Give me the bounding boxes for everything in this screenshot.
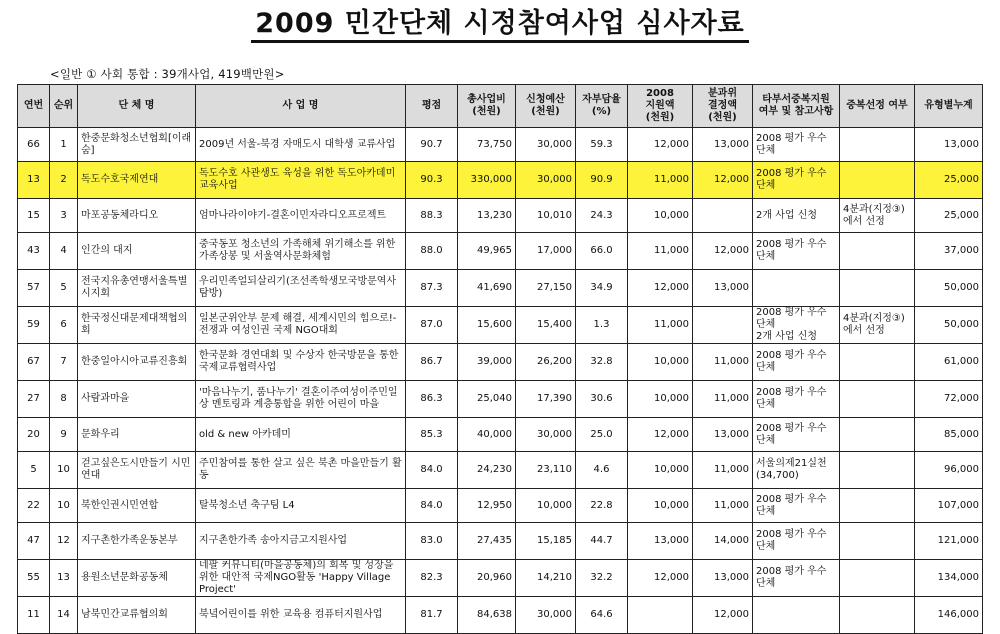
organization-cell: 지구촌한가족운동본부 — [78, 523, 196, 560]
requested-budget-cell: 23,110 — [516, 452, 576, 489]
duplicate-selection-cell: 4분과(지정③)에서 선정 — [840, 307, 915, 344]
organization-cell: 인간의 대지 — [78, 233, 196, 270]
requested-budget-cell: 17,390 — [516, 381, 576, 418]
self-burden-cell: 44.7 — [576, 523, 628, 560]
score-cell: 82.3 — [406, 560, 458, 597]
requested-budget-cell: 15,400 — [516, 307, 576, 344]
duplicate-selection-cell — [840, 489, 915, 523]
score-cell: 83.0 — [406, 523, 458, 560]
cumulative-cell: 146,000 — [915, 597, 983, 634]
reference-note-cell: 서울의제21실천(34,700) — [753, 452, 840, 489]
project-cell: 독도수호 사관생도 육성을 위한 독도아카데미 교육사업 — [196, 162, 406, 199]
row-number: 66 — [18, 128, 50, 162]
prev-support-cell: 10,000 — [628, 489, 693, 523]
column-header: 연번 — [18, 85, 50, 128]
requested-budget-cell: 27,150 — [516, 270, 576, 307]
cumulative-cell: 107,000 — [915, 489, 983, 523]
column-header: 유형별누계 — [915, 85, 983, 128]
duplicate-selection-cell — [840, 233, 915, 270]
prev-support-cell: 11,000 — [628, 162, 693, 199]
project-cell: 북녘어린이를 위한 교육용 컴퓨터지원사업 — [196, 597, 406, 634]
table-row — [18, 560, 983, 597]
rank-cell: 14 — [50, 597, 78, 634]
reference-note-cell: 2008 평가 우수단체 — [753, 128, 840, 162]
requested-budget-cell: 30,000 — [516, 162, 576, 199]
score-cell: 90.3 — [406, 162, 458, 199]
requested-budget-cell: 15,185 — [516, 523, 576, 560]
organization-cell: 전국지유총연맹서울특별시지회 — [78, 270, 196, 307]
project-cell: old & new 아카데미 — [196, 418, 406, 452]
organization-cell: 한중문화청소년협회[이래숨] — [78, 128, 196, 162]
score-cell: 81.7 — [406, 597, 458, 634]
project-cell: '마음나누기, 품나누기' 결혼이주여성이주민일상 멘토링과 계층통합을 위한 어린이 마을 — [196, 381, 406, 418]
table-row — [18, 344, 983, 381]
requested-budget-cell: 10,000 — [516, 489, 576, 523]
column-header: 총사업비 (천원) — [458, 85, 516, 128]
duplicate-selection-cell: 4분과(지정③)에서 선정 — [840, 199, 915, 233]
document-title-text: 2009 민간단체 시정참여사업 심사자료 — [251, 9, 749, 43]
score-cell: 86.7 — [406, 344, 458, 381]
score-cell: 85.3 — [406, 418, 458, 452]
project-cell: 네팔 커뮤니티(마을공동체)의 회복 및 성장을 위한 대안적 국제NGO활동 'Happy Village Project' — [196, 560, 406, 597]
decided-amount-cell: 13,000 — [693, 128, 753, 162]
self-burden-cell: 90.9 — [576, 162, 628, 199]
cumulative-cell: 13,000 — [915, 128, 983, 162]
prev-support-cell: 10,000 — [628, 344, 693, 381]
requested-budget-cell: 17,000 — [516, 233, 576, 270]
reference-note-cell — [753, 270, 840, 307]
total-budget-cell: 39,000 — [458, 344, 516, 381]
project-cell: 지구촌한가족 송아지금고지원사업 — [196, 523, 406, 560]
column-header: 타부서중복지원 여부 및 참고사항 — [753, 85, 840, 128]
table-row — [18, 523, 983, 560]
rank-cell: 3 — [50, 199, 78, 233]
self-burden-cell: 1.3 — [576, 307, 628, 344]
table-row — [18, 418, 983, 452]
score-cell: 90.7 — [406, 128, 458, 162]
cumulative-cell: 134,000 — [915, 560, 983, 597]
self-burden-cell: 64.6 — [576, 597, 628, 634]
reference-note-cell: 2008 평가 우수단체 — [753, 489, 840, 523]
prev-support-cell: 10,000 — [628, 381, 693, 418]
decided-amount-cell: 13,000 — [693, 270, 753, 307]
rank-cell: 1 — [50, 128, 78, 162]
reference-note-cell: 2008 평가 우수단체 — [753, 418, 840, 452]
duplicate-selection-cell — [840, 452, 915, 489]
decided-amount-cell: 12,000 — [693, 597, 753, 634]
reference-note-cell — [753, 597, 840, 634]
column-header: 중복선정 여부 — [840, 85, 915, 128]
project-cell: 중국동포 청소년의 가족해체 위기해소를 위한 가족상봉 및 서울역사문화체험 — [196, 233, 406, 270]
self-burden-cell: 4.6 — [576, 452, 628, 489]
organization-cell: 독도수호국제연대 — [78, 162, 196, 199]
duplicate-selection-cell — [840, 344, 915, 381]
requested-budget-cell: 14,210 — [516, 560, 576, 597]
cumulative-cell: 37,000 — [915, 233, 983, 270]
organization-cell: 한국정신대문제대책협의회 — [78, 307, 196, 344]
total-budget-cell: 41,690 — [458, 270, 516, 307]
row-number: 27 — [18, 381, 50, 418]
duplicate-selection-cell — [840, 128, 915, 162]
decided-amount-cell: 13,000 — [693, 418, 753, 452]
organization-cell: 사람과마을 — [78, 381, 196, 418]
total-budget-cell: 330,000 — [458, 162, 516, 199]
decided-amount-cell: 11,000 — [693, 452, 753, 489]
total-budget-cell: 13,230 — [458, 199, 516, 233]
table-row — [18, 452, 983, 489]
cumulative-cell: 50,000 — [915, 270, 983, 307]
column-header: 신청예산 (천원) — [516, 85, 576, 128]
total-budget-cell: 25,040 — [458, 381, 516, 418]
cumulative-cell: 72,000 — [915, 381, 983, 418]
organization-cell: 남북민간교류협의회 — [78, 597, 196, 634]
prev-support-cell: 12,000 — [628, 270, 693, 307]
rank-cell: 6 — [50, 307, 78, 344]
table-row — [18, 233, 983, 270]
requested-budget-cell: 10,010 — [516, 199, 576, 233]
total-budget-cell: 84,638 — [458, 597, 516, 634]
duplicate-selection-cell — [840, 597, 915, 634]
duplicate-selection-cell — [840, 560, 915, 597]
organization-cell: 걷고싶은도시만들기 시민연대 — [78, 452, 196, 489]
row-number: 5 — [18, 452, 50, 489]
prev-support-cell: 12,000 — [628, 418, 693, 452]
cumulative-cell: 96,000 — [915, 452, 983, 489]
decided-amount-cell: 11,000 — [693, 344, 753, 381]
decided-amount-cell: 11,000 — [693, 489, 753, 523]
cumulative-cell: 25,000 — [915, 199, 983, 233]
rank-cell: 2 — [50, 162, 78, 199]
reference-note-cell: 2008 평가 우수단체 2개 사업 신청 — [753, 307, 840, 344]
total-budget-cell: 12,950 — [458, 489, 516, 523]
reference-note-cell: 2008 평가 우수단체 — [753, 560, 840, 597]
score-cell: 84.0 — [406, 452, 458, 489]
score-cell: 87.0 — [406, 307, 458, 344]
reference-note-cell: 2008 평가 우수단체 — [753, 162, 840, 199]
document-title — [0, 8, 1000, 43]
row-number: 67 — [18, 344, 50, 381]
cumulative-cell: 85,000 — [915, 418, 983, 452]
total-budget-cell: 20,960 — [458, 560, 516, 597]
rank-cell: 4 — [50, 233, 78, 270]
self-burden-cell: 32.2 — [576, 560, 628, 597]
prev-support-cell: 13,000 — [628, 523, 693, 560]
total-budget-cell: 15,600 — [458, 307, 516, 344]
duplicate-selection-cell — [840, 270, 915, 307]
reference-note-cell: 2개 사업 신청 — [753, 199, 840, 233]
total-budget-cell: 73,750 — [458, 128, 516, 162]
reference-note-cell: 2008 평가 우수단체 — [753, 344, 840, 381]
total-budget-cell: 40,000 — [458, 418, 516, 452]
reference-note-cell: 2008 평가 우수단체 — [753, 523, 840, 560]
column-header: 평점 — [406, 85, 458, 128]
requested-budget-cell: 30,000 — [516, 418, 576, 452]
row-number: 22 — [18, 489, 50, 523]
table-row — [18, 307, 983, 344]
requested-budget-cell: 30,000 — [516, 597, 576, 634]
table-row — [18, 489, 983, 523]
self-burden-cell: 25.0 — [576, 418, 628, 452]
row-number: 15 — [18, 199, 50, 233]
score-cell: 84.0 — [406, 489, 458, 523]
row-number: 55 — [18, 560, 50, 597]
score-cell: 88.0 — [406, 233, 458, 270]
self-burden-cell: 24.3 — [576, 199, 628, 233]
total-budget-cell: 24,230 — [458, 452, 516, 489]
organization-cell: 용원소년문화공동체 — [78, 560, 196, 597]
table-row — [18, 128, 983, 162]
cumulative-cell: 121,000 — [915, 523, 983, 560]
prev-support-cell: 10,000 — [628, 452, 693, 489]
column-header: 단 체 명 — [78, 85, 196, 128]
self-burden-cell: 59.3 — [576, 128, 628, 162]
row-number: 59 — [18, 307, 50, 344]
column-header: 사 업 명 — [196, 85, 406, 128]
column-header: 순위 — [50, 85, 78, 128]
cumulative-cell: 50,000 — [915, 307, 983, 344]
rank-cell: 5 — [50, 270, 78, 307]
duplicate-selection-cell — [840, 523, 915, 560]
reference-note-cell: 2008 평가 우수단체 — [753, 233, 840, 270]
header-row — [18, 85, 983, 128]
row-number: 20 — [18, 418, 50, 452]
organization-cell: 문화우리 — [78, 418, 196, 452]
rank-cell: 7 — [50, 344, 78, 381]
table-row — [18, 381, 983, 418]
decided-amount-cell: 11,000 — [693, 381, 753, 418]
total-budget-cell: 49,965 — [458, 233, 516, 270]
category-subtitle: <일반 ① 사회 통합 : 39개사업, 419백만원> — [50, 67, 285, 81]
row-number: 57 — [18, 270, 50, 307]
table-row — [18, 199, 983, 233]
decided-amount-cell: 14,000 — [693, 523, 753, 560]
reference-note-cell: 2008 평가 우수단체 — [753, 381, 840, 418]
project-cell: 우리민족얼되살리기(조선족학생모국방문역사탐방) — [196, 270, 406, 307]
prev-support-cell: 11,000 — [628, 307, 693, 344]
cumulative-cell: 25,000 — [915, 162, 983, 199]
table-row — [18, 597, 983, 634]
rank-cell: 10 — [50, 452, 78, 489]
decided-amount-cell — [693, 307, 753, 344]
project-cell: 한국문화 경연대회 및 수상자 한국방문을 통한 국제교류협력사업 — [196, 344, 406, 381]
self-burden-cell: 32.8 — [576, 344, 628, 381]
column-header: 자부담율 (%) — [576, 85, 628, 128]
decided-amount-cell: 13,000 — [693, 560, 753, 597]
self-burden-cell: 66.0 — [576, 233, 628, 270]
duplicate-selection-cell — [840, 381, 915, 418]
project-cell: 일본군위안부 문제 해결, 세계시민의 힘으로!- 전쟁과 여성인권 국제 NGO대회 — [196, 307, 406, 344]
table-body — [18, 128, 983, 634]
organization-cell: 한중일아시아교류진흥회 — [78, 344, 196, 381]
duplicate-selection-cell — [840, 162, 915, 199]
row-number: 13 — [18, 162, 50, 199]
column-header: 2008 지원액 (천원) — [628, 85, 693, 128]
row-number: 11 — [18, 597, 50, 634]
row-number: 47 — [18, 523, 50, 560]
self-burden-cell: 22.8 — [576, 489, 628, 523]
self-burden-cell: 30.6 — [576, 381, 628, 418]
rank-cell: 13 — [50, 560, 78, 597]
cumulative-cell: 61,000 — [915, 344, 983, 381]
organization-cell: 마포공동체라디오 — [78, 199, 196, 233]
score-cell: 88.3 — [406, 199, 458, 233]
review-table — [17, 84, 983, 634]
score-cell: 86.3 — [406, 381, 458, 418]
project-cell: 2009년 서울-북경 자매도시 대학생 교류사업 — [196, 128, 406, 162]
self-burden-cell: 34.9 — [576, 270, 628, 307]
prev-support-cell: 12,000 — [628, 560, 693, 597]
rank-cell: 9 — [50, 418, 78, 452]
rank-cell: 10 — [50, 489, 78, 523]
prev-support-cell: 12,000 — [628, 128, 693, 162]
prev-support-cell — [628, 597, 693, 634]
table-row — [18, 270, 983, 307]
requested-budget-cell: 26,200 — [516, 344, 576, 381]
organization-cell: 북한인권시민연합 — [78, 489, 196, 523]
score-cell: 87.3 — [406, 270, 458, 307]
project-cell: 엄마나라이야기-결혼이민자라디오프로젝트 — [196, 199, 406, 233]
row-number: 43 — [18, 233, 50, 270]
prev-support-cell: 11,000 — [628, 233, 693, 270]
requested-budget-cell: 30,000 — [516, 128, 576, 162]
prev-support-cell: 10,000 — [628, 199, 693, 233]
rank-cell: 12 — [50, 523, 78, 560]
decided-amount-cell — [693, 199, 753, 233]
project-cell: 탈북청소년 축구팀 L4 — [196, 489, 406, 523]
table-row — [18, 162, 983, 199]
decided-amount-cell: 12,000 — [693, 233, 753, 270]
decided-amount-cell: 12,000 — [693, 162, 753, 199]
duplicate-selection-cell — [840, 418, 915, 452]
project-cell: 주민참여를 통한 살고 싶은 북촌 마을만들기 활동 — [196, 452, 406, 489]
rank-cell: 8 — [50, 381, 78, 418]
total-budget-cell: 27,435 — [458, 523, 516, 560]
column-header: 분과위 결정액 (천원) — [693, 85, 753, 128]
